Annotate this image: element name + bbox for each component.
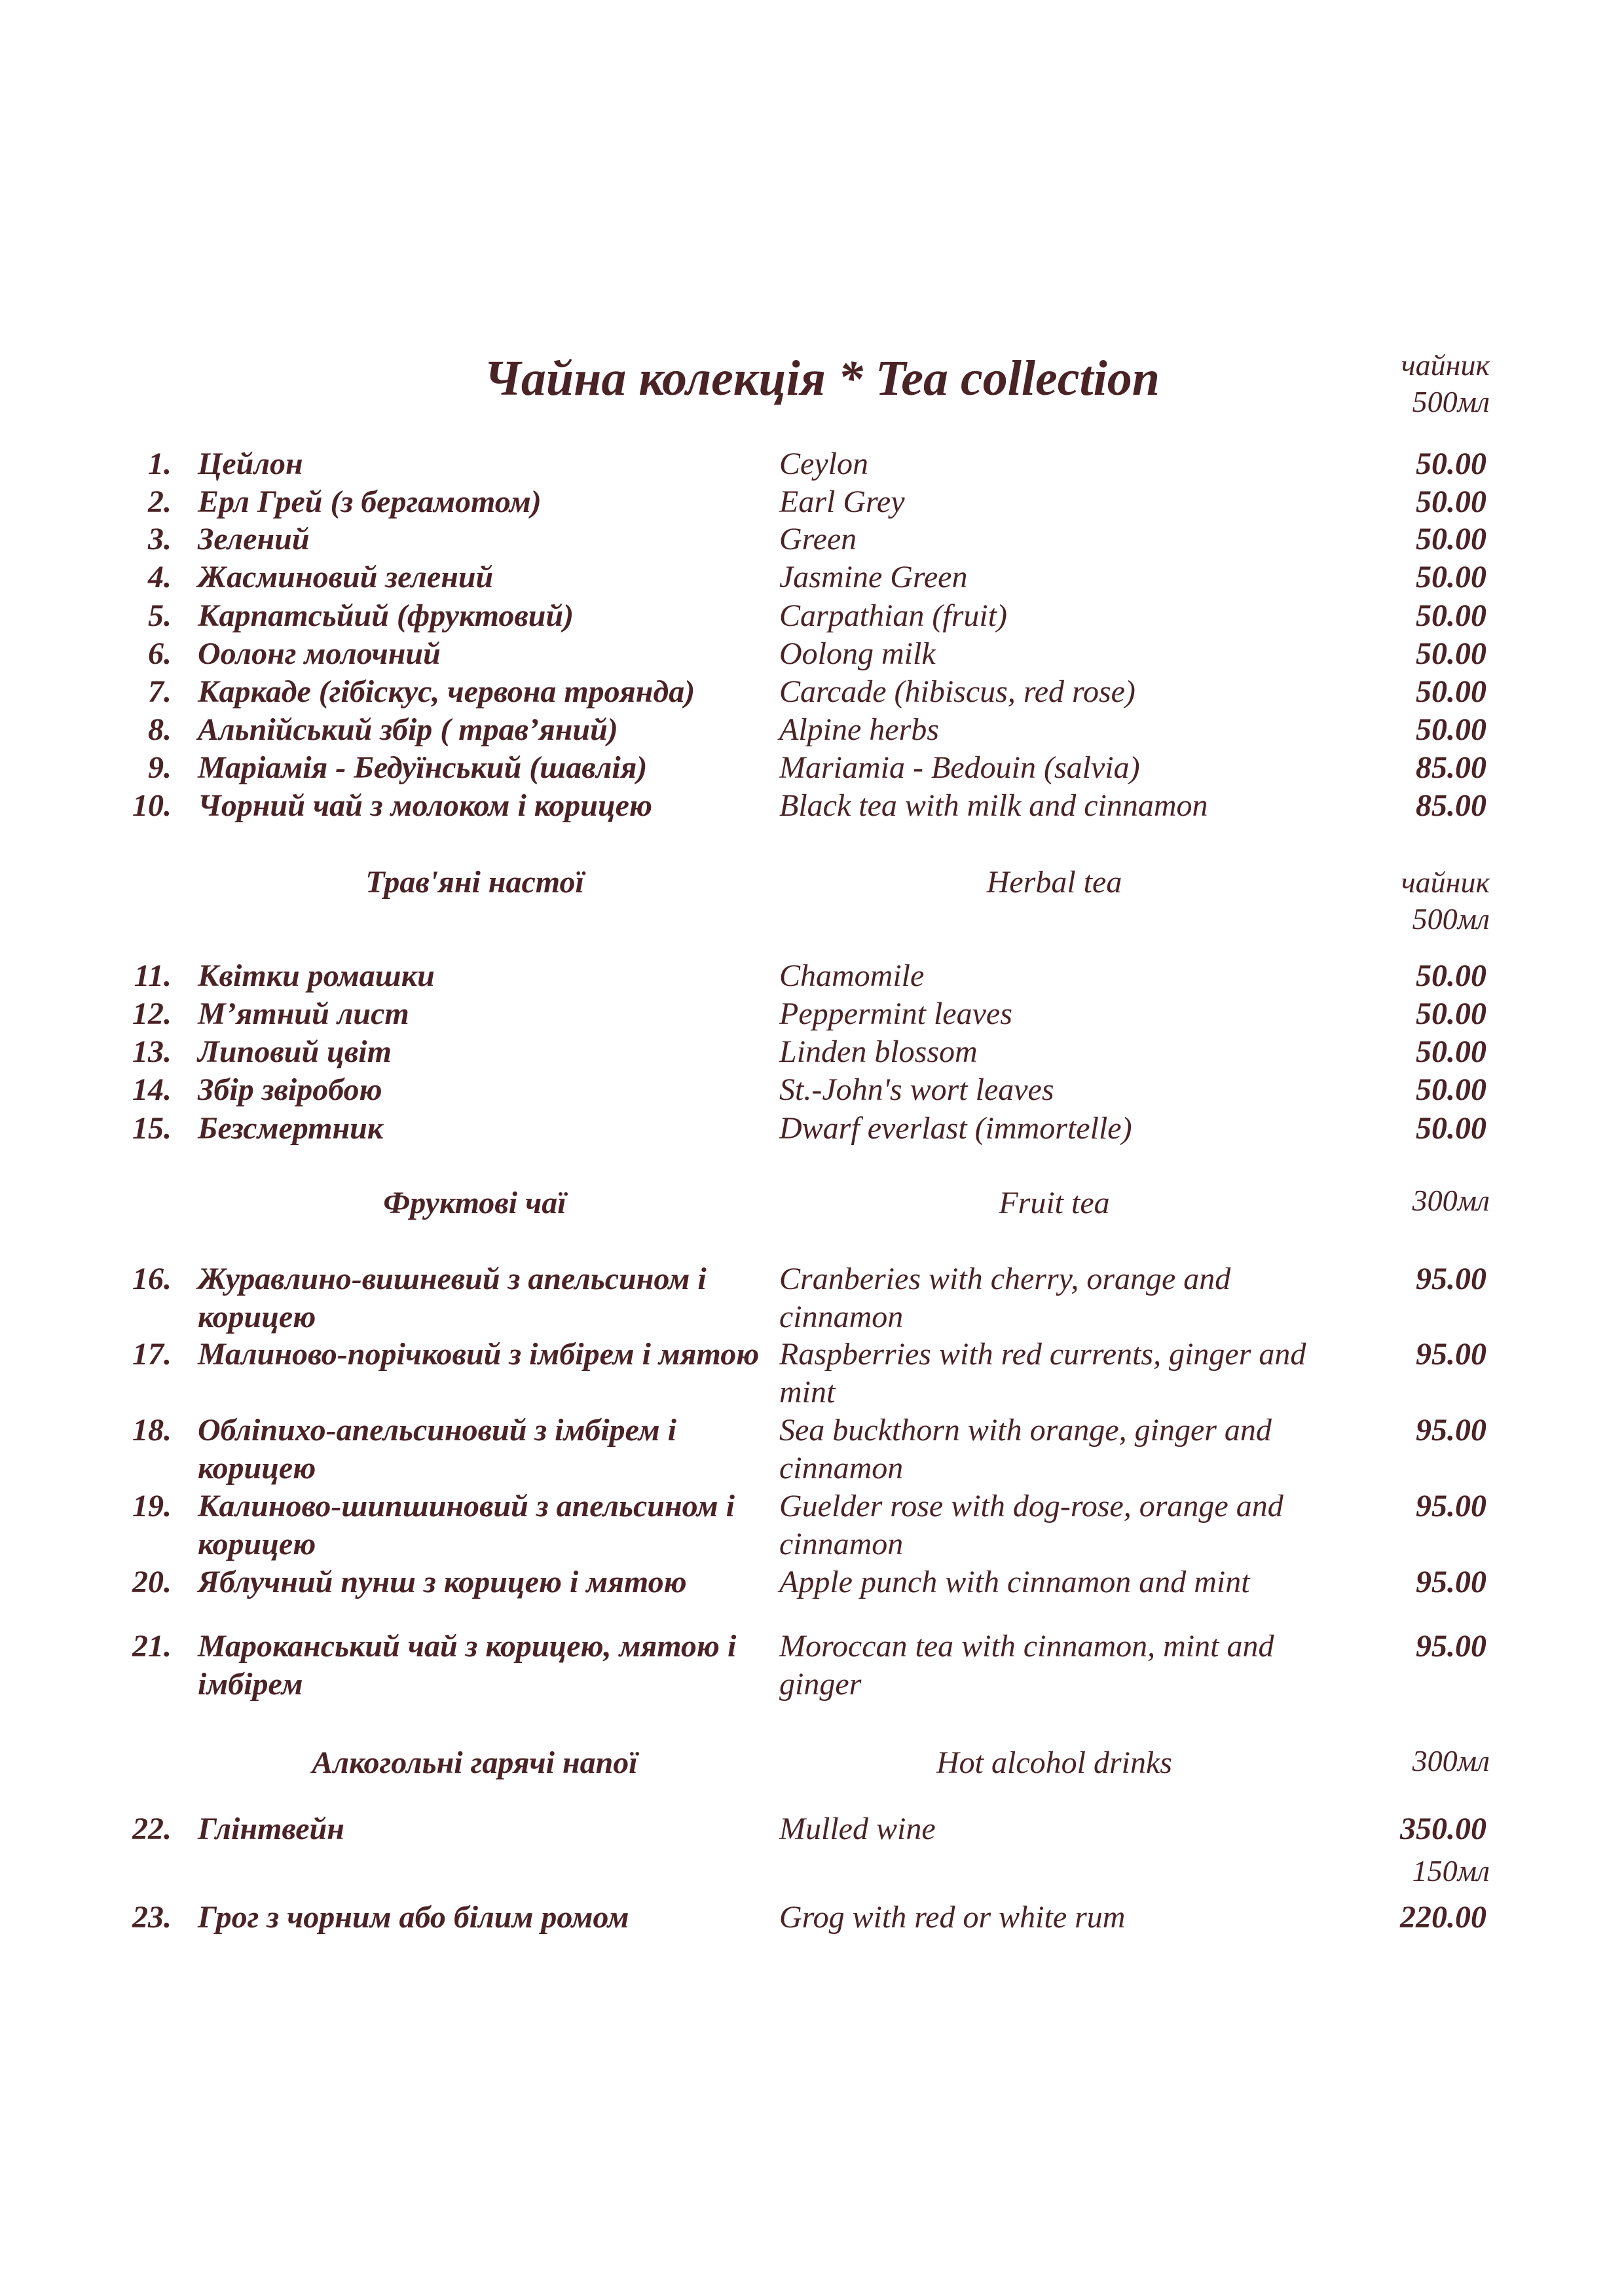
menu-item xyxy=(0,957,1624,996)
item-number: 17. xyxy=(132,1337,172,1372)
item-name-en: Ceylon xyxy=(779,446,868,481)
header-volume xyxy=(1401,347,1490,420)
item-name-ua: Глінтвейн xyxy=(198,1812,344,1846)
menu-item xyxy=(0,1033,1624,1072)
item-number: 23. xyxy=(132,1900,172,1935)
item-name-ua: Цейлон xyxy=(198,446,303,481)
item-number: 14. xyxy=(132,1072,172,1107)
menu-item xyxy=(0,1336,1624,1410)
menu-item xyxy=(0,1563,1624,1603)
item-name-en: Oolong milk xyxy=(779,636,936,671)
item-price: 220.00 xyxy=(1400,1900,1486,1935)
item-name-ua: Ерл Грей (з бергамотом) xyxy=(198,484,542,519)
item-price: 50.00 xyxy=(1416,958,1486,993)
item-price: 50.00 xyxy=(1416,996,1486,1031)
menu-item xyxy=(0,711,1624,750)
section-herbal-volume-line2: 500мл xyxy=(1412,902,1490,936)
item-price: 95.00 xyxy=(1416,1262,1486,1296)
item-name-en: Dwarf everlast (immortelle) xyxy=(779,1111,1132,1146)
item-price: 50.00 xyxy=(1416,560,1486,594)
item-name-en: Moroccan tea with cinnamon, mint and ginger xyxy=(779,1629,1274,1702)
menu-item xyxy=(0,1110,1624,1149)
item-name-ua: М’ятний лист xyxy=(198,996,409,1031)
extra-volume: 150мл xyxy=(1412,1854,1490,1887)
item-name-ua: Збір звіробою xyxy=(198,1072,382,1107)
item-price: 85.00 xyxy=(1416,750,1486,785)
item-number: 9. xyxy=(148,750,172,785)
item-name-en: Sea buckthorn with orange, ginger and cinnamon xyxy=(779,1413,1272,1485)
page-title: Чайна колекція * Tea collection xyxy=(484,351,1160,406)
item-number: 19. xyxy=(132,1489,172,1523)
item-number: 20. xyxy=(132,1565,172,1599)
item-name-ua: Липовий цвіт xyxy=(198,1034,392,1069)
item-name-ua: Грог з чорним або білим ромом xyxy=(198,1900,629,1935)
item-name-ua: Карпатсьйий (фруктовий) xyxy=(198,598,574,633)
item-price: 50.00 xyxy=(1416,674,1486,709)
item-number: 21. xyxy=(132,1629,172,1664)
item-price: 350.00 xyxy=(1400,1812,1486,1846)
menu-item xyxy=(0,673,1624,712)
item-name-ua: Мароканський чай з корицею, мятою і імбірем xyxy=(198,1629,737,1702)
item-name-ua: Каркаде (гібіскус, червона троянда) xyxy=(198,674,695,709)
item-price: 95.00 xyxy=(1416,1565,1486,1599)
item-price: 50.00 xyxy=(1416,636,1486,671)
item-price: 85.00 xyxy=(1416,788,1486,823)
item-price: 50.00 xyxy=(1416,484,1486,519)
item-price: 50.00 xyxy=(1416,598,1486,633)
item-number: 16. xyxy=(132,1262,172,1296)
menu-item xyxy=(0,1071,1624,1110)
item-name-en: Grog with red or white rum xyxy=(779,1900,1126,1935)
item-name-ua: Оолонг молочний xyxy=(198,636,441,671)
menu-item xyxy=(0,1810,1624,1850)
section-fruit-volume: 300мл xyxy=(1412,1184,1490,1217)
section-alcohol-volume: 300мл xyxy=(1412,1744,1490,1777)
menu-item xyxy=(0,1260,1624,1334)
item-name-ua: Журавлино-вишневий з апельсином і корицею xyxy=(198,1262,707,1334)
item-name-en: Guelder rose with dog-rose, orange and cinnamon xyxy=(779,1489,1283,1561)
item-name-en: Chamomile xyxy=(779,958,925,993)
item-number: 3. xyxy=(148,522,172,556)
item-number: 11. xyxy=(134,958,172,993)
item-price: 50.00 xyxy=(1416,1111,1486,1146)
item-name-en: Green xyxy=(779,522,857,556)
item-name-en: Raspberries with red currents, ginger and mint xyxy=(779,1337,1306,1410)
item-name-en: Alpine herbs xyxy=(779,712,939,747)
menu-item xyxy=(0,635,1624,674)
item-number: 2. xyxy=(148,484,172,519)
item-price: 95.00 xyxy=(1416,1413,1486,1448)
section-herbal-ua: Трав'яні настої xyxy=(365,865,584,900)
item-name-en: Carcade (hibiscus, red rose) xyxy=(779,674,1135,709)
section-fruit-ua: Фруктові чаї xyxy=(383,1186,566,1220)
section-alcohol-en: Hot alcohol drinks xyxy=(936,1745,1172,1780)
item-name-ua: Маріамія - Бедуїнський (шавлія) xyxy=(198,750,648,785)
menu-item xyxy=(0,558,1624,598)
item-number: 22. xyxy=(132,1812,172,1846)
item-name-ua: Чорний чай з молоком і корицею xyxy=(198,788,653,823)
item-name-en: Earl Grey xyxy=(779,484,905,519)
menu-item xyxy=(0,787,1624,826)
item-name-ua: Малиново-порічковий з імбірем і мятою xyxy=(198,1337,760,1372)
item-name-ua: Квітки ромашки xyxy=(198,958,435,993)
item-number: 18. xyxy=(132,1413,172,1448)
item-name-en: Apple punch with cinnamon and mint xyxy=(779,1565,1250,1599)
item-name-en: St.-John's wort leaves xyxy=(779,1072,1054,1107)
item-price: 50.00 xyxy=(1416,446,1486,481)
item-name-ua: Безсмертник xyxy=(198,1111,384,1146)
menu-item xyxy=(0,1628,1624,1702)
item-name-en: Linden blossom xyxy=(779,1034,978,1069)
item-number: 12. xyxy=(132,996,172,1031)
item-name-en: Carpathian (fruit) xyxy=(779,598,1008,633)
menu-item xyxy=(0,749,1624,788)
item-number: 5. xyxy=(148,598,172,633)
section-herbal-volume-line1: чайник xyxy=(1401,866,1490,899)
section-herbal-en: Herbal tea xyxy=(986,865,1122,900)
menu-item xyxy=(0,995,1624,1034)
menu-item xyxy=(0,483,1624,522)
item-number: 10. xyxy=(132,788,172,823)
item-price: 50.00 xyxy=(1416,712,1486,747)
item-number: 6. xyxy=(148,636,172,671)
item-name-ua: Калиново-шипшиновий з апельсином і корицею xyxy=(198,1489,735,1561)
item-name-ua: Зелений xyxy=(198,522,310,556)
item-name-en: Mulled wine xyxy=(779,1812,936,1846)
section-herbal-volume xyxy=(1401,864,1490,938)
item-price: 95.00 xyxy=(1416,1489,1486,1523)
item-name-en: Mariamia - Bedouin (salvia) xyxy=(779,750,1140,785)
item-name-ua: Жасминовий зелений xyxy=(198,560,494,594)
menu-item xyxy=(0,445,1624,484)
menu-item xyxy=(0,1412,1624,1485)
item-number: 4. xyxy=(148,560,172,594)
item-number: 7. xyxy=(148,674,172,709)
section-alcohol-ua: Алкогольні гарячі напої xyxy=(312,1745,638,1780)
item-name-ua: Обліпихо-апельсиновий з імбірем і корицею xyxy=(198,1413,676,1485)
item-name-ua: Яблучний пунш з корицею і мятою xyxy=(198,1565,687,1599)
item-number: 8. xyxy=(148,712,172,747)
item-name-en: Peppermint leaves xyxy=(779,996,1012,1031)
menu-item xyxy=(0,1487,1624,1561)
menu-item xyxy=(0,1899,1624,1938)
item-price: 50.00 xyxy=(1416,1072,1486,1107)
section-fruit-en: Fruit tea xyxy=(999,1186,1110,1220)
item-price: 50.00 xyxy=(1416,1034,1486,1069)
item-price: 95.00 xyxy=(1416,1337,1486,1372)
item-price: 50.00 xyxy=(1416,522,1486,556)
item-number: 13. xyxy=(132,1034,172,1069)
item-name-en: Cranberies with cherry, orange and cinnamon xyxy=(779,1262,1231,1334)
item-name-en: Jasmine Green xyxy=(779,560,968,594)
menu-item xyxy=(0,520,1624,560)
item-number: 1. xyxy=(148,446,172,481)
header-volume-line1: чайник xyxy=(1401,348,1490,382)
item-number: 15. xyxy=(132,1111,172,1146)
item-name-en: Black tea with milk and cinnamon xyxy=(779,788,1208,823)
header-volume-line2: 500мл xyxy=(1412,385,1490,418)
menu-item xyxy=(0,597,1624,636)
item-name-ua: Альпійський збір ( трав’яний) xyxy=(198,712,618,747)
item-price: 95.00 xyxy=(1416,1629,1486,1664)
